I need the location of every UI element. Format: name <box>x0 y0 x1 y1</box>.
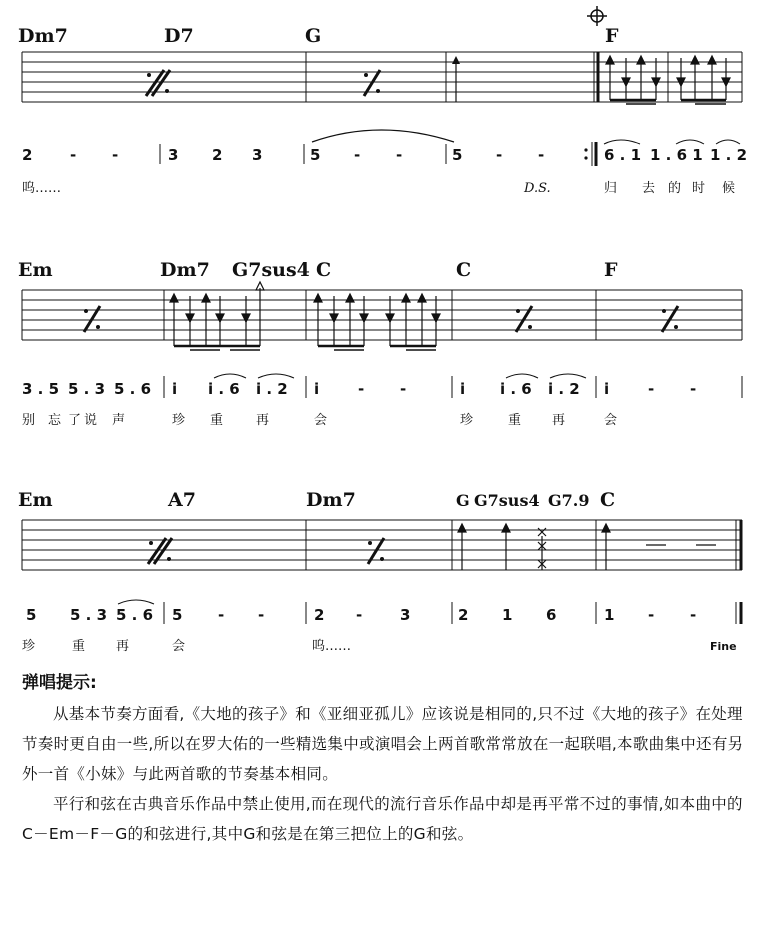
chord-label: D7 <box>164 25 194 47</box>
note: - <box>356 606 363 624</box>
lyric: 珍 <box>172 413 186 428</box>
note: 5 . 3 <box>70 606 108 624</box>
note: 5 <box>172 606 183 624</box>
chord-label: G7sus4 <box>474 491 540 510</box>
lyric: 重 <box>72 639 86 654</box>
note: i <box>172 380 178 398</box>
coda-icon <box>587 6 607 26</box>
chord-label: Em <box>18 489 53 511</box>
lyric: 声 <box>112 413 126 428</box>
lyric: 重 <box>508 413 522 428</box>
note: 1 . 2 <box>710 146 748 164</box>
note: - <box>218 606 225 624</box>
lyric: 再 <box>552 413 566 428</box>
tab-staff <box>22 290 742 340</box>
note: - <box>112 146 119 164</box>
chord-label: A7 <box>168 489 196 511</box>
note: 2 <box>22 146 33 164</box>
lyric: 候 <box>722 181 736 196</box>
note: 5 <box>452 146 463 164</box>
lyric: 重 <box>210 413 224 428</box>
chord-label: G <box>305 25 322 47</box>
lyric: 忘 <box>48 413 62 428</box>
note: i . 2 <box>256 380 288 398</box>
chord-label: Em <box>18 259 53 281</box>
note: 2 <box>458 606 469 624</box>
note: i <box>604 380 610 398</box>
note: 3 . 5 <box>22 380 60 398</box>
lyric: 会 <box>314 413 328 428</box>
chord-label: C <box>600 489 616 511</box>
note: - <box>496 146 503 164</box>
note: - <box>396 146 403 164</box>
note: i . 2 <box>548 380 580 398</box>
lyric: 会 <box>172 639 186 654</box>
note: 3 <box>252 146 263 164</box>
note: - <box>70 146 77 164</box>
chord-label: G <box>456 491 470 510</box>
tips-paragraph-2: 平行和弦在古典音乐作品中禁止使用,而在现代的流行音乐作品中却是再平常不过的事情,如本曲中的C－Em－F－G的和弦进行,其中G和弦是在第三把位上的G和弦。 <box>22 795 743 843</box>
numbered-notation <box>22 374 742 398</box>
numbered-notation <box>26 600 741 624</box>
note: - <box>538 146 545 164</box>
lyric: 去 <box>642 181 656 196</box>
lyric: 了 <box>68 413 82 428</box>
note: - <box>648 380 655 398</box>
note: i . 6 <box>208 380 240 398</box>
chord-label: Dm7 <box>18 25 68 47</box>
note: 3 <box>168 146 179 164</box>
lyric: 会 <box>604 413 618 428</box>
chord-label: Dm7 <box>160 259 210 281</box>
lyric: 时 <box>692 181 706 196</box>
note: 2 <box>212 146 223 164</box>
tips-title: 弹唱提示: <box>22 673 97 693</box>
lyric: 再 <box>116 639 130 654</box>
tips-paragraph-1: 从基本节奏方面看,《大地的孩子》和《亚细亚孤儿》应该说是相同的,只不过《大地的孩子》在处理节奏时更自由一些,所以在罗大佑的一些精选集中或演唱会上两首歌常常放在一起联唱,本歌曲集中还有另外一首《小妹》与此两首歌的节奏基本相同。 <box>22 705 744 783</box>
note: 6 . 1 <box>604 146 642 164</box>
lyric: 珍 <box>22 639 36 654</box>
chord-label: G7sus4 <box>232 259 310 281</box>
note: 5 <box>310 146 321 164</box>
chord-label: Dm7 <box>306 489 356 511</box>
note: - <box>354 146 361 164</box>
performance-tips <box>22 668 747 849</box>
note: 6 <box>546 606 557 624</box>
note: - <box>690 380 697 398</box>
note: - <box>358 380 365 398</box>
chord-label: G7.9 <box>548 491 590 510</box>
chord-label: C <box>316 259 332 281</box>
ds-label: D.S. <box>524 181 551 196</box>
system-1 <box>18 6 747 196</box>
note: 5 <box>26 606 37 624</box>
numbered-notation <box>22 130 747 166</box>
note: - <box>690 606 697 624</box>
note: - <box>258 606 265 624</box>
note: 5 . 3 <box>68 380 106 398</box>
note: i <box>460 380 466 398</box>
note: - <box>648 606 655 624</box>
note: 1 <box>604 606 615 624</box>
fine-label: Fine <box>710 640 737 653</box>
lyric: 别 <box>22 413 36 428</box>
lyric: 呜…… <box>312 639 352 654</box>
note: 5 . 6 <box>116 606 154 624</box>
strum-up-icon <box>452 56 460 102</box>
lyric: 珍 <box>460 413 474 428</box>
system-2 <box>18 259 742 428</box>
tab-staff <box>22 52 742 102</box>
note: - <box>400 380 407 398</box>
lyric: 的 <box>668 181 682 196</box>
note: i . 6 <box>500 380 532 398</box>
note: 3 <box>400 606 411 624</box>
lyric: 说 <box>84 413 98 428</box>
note: 1 . 6 1 <box>650 146 703 164</box>
note: 5 . 6 <box>114 380 152 398</box>
chord-label: F <box>604 259 618 281</box>
system-3 <box>18 489 742 654</box>
note: i <box>314 380 320 398</box>
lyric: 归 <box>604 181 618 196</box>
chord-label: C <box>456 259 472 281</box>
tab-staff <box>22 520 742 570</box>
note: 1 <box>502 606 513 624</box>
note: 2 <box>314 606 325 624</box>
chord-label: F <box>605 25 619 47</box>
lyric: 再 <box>256 413 270 428</box>
strum-pattern <box>458 524 716 570</box>
lyric: 呜…… <box>22 181 62 196</box>
